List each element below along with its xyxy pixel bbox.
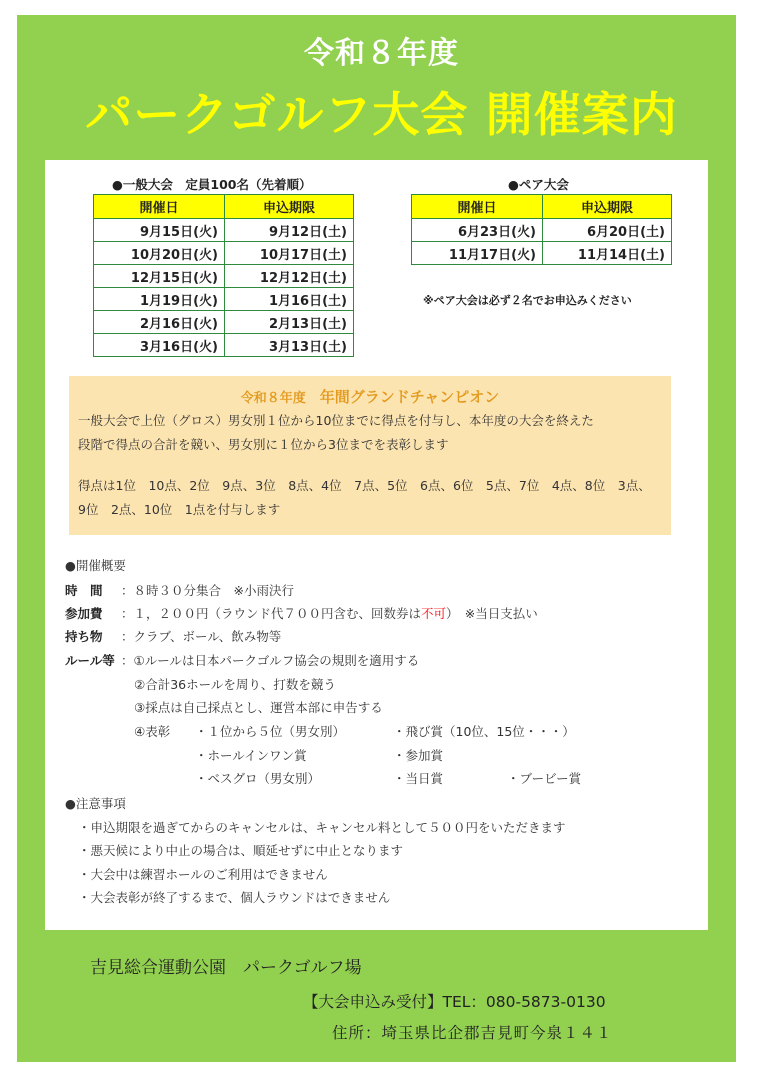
pair-note: ※ペア大会は必ず２名でお申込みください (423, 294, 632, 307)
fee-value: ：１，２００円（ラウンド代７００円含む、回数券は不可） ※当日支払い (121, 606, 538, 621)
champion-text: 段階で得点の合計を競い、男女別に１位から3位までを表彰します (78, 437, 449, 452)
deadline-date: 10月17日(土) (225, 242, 354, 265)
table-row (94, 242, 354, 265)
table-header-row (94, 195, 354, 219)
deadline-date: 12月12日(土) (225, 265, 354, 288)
column-header: 開催日 (412, 195, 543, 219)
rule-item: ③採点は自己採点とし、運営本部に申告する (134, 700, 383, 715)
column-header: 開催日 (94, 195, 225, 219)
contact-tel: 【大会申込み受付】TEL：080-5873-0130 (303, 993, 606, 1011)
column-header: 申込期限 (225, 195, 354, 219)
award-item: ・ブービー賞 (507, 771, 582, 786)
rule-item: ②合計36ホールを周り、打数を競う (134, 677, 336, 692)
note-item: ・大会表彰が終了するまで、個人ラウンドはできません (78, 890, 391, 905)
note-item: ・大会中は練習ホールのご利用はできません (78, 867, 328, 882)
champion-title-main: 年間グランドチャンピオン (319, 388, 500, 406)
deadline-date: 9月12日(土) (225, 219, 354, 242)
general-caption: ●一般大会 定員100名（先着順） (112, 177, 312, 192)
time-value: ：８時３０分集合 ※小雨決行 (121, 583, 294, 598)
items-label: 持ち物 (65, 629, 103, 644)
page-title: パークゴルフ大会 開催案内 (85, 88, 678, 143)
deadline-date: 11月14日(土) (543, 242, 672, 265)
event-date: 9月15日(火) (94, 219, 225, 242)
event-date: 11月17日(火) (412, 242, 543, 265)
items-value: ：クラブ、ボール、飲み物等 (121, 629, 282, 644)
deadline-date: 3月13日(土) (225, 334, 354, 357)
pair-caption: ●ペア大会 (508, 177, 569, 192)
deadline-date: 1月16日(土) (225, 288, 354, 311)
award-item: ・当日賞 (393, 771, 444, 786)
venue-name: 吉見総合運動公園 パークゴルフ場 (90, 958, 362, 978)
table-header-row (412, 195, 672, 219)
event-date: 1月19日(火) (94, 288, 225, 311)
award-item: ・ホールインワン賞 (195, 748, 307, 763)
champion-box (69, 376, 671, 535)
time-label: 時 間 (65, 583, 103, 598)
event-date: 6月23日(火) (412, 219, 543, 242)
event-date: 2月16日(火) (94, 311, 225, 334)
table-row (94, 265, 354, 288)
not-allowed-text: 不可 (421, 606, 447, 621)
award-item: ・１位から５位（男女別） (195, 724, 346, 739)
rules-label: ルール等 (65, 653, 115, 668)
table-row (94, 288, 354, 311)
rule-item: ④表彰 (134, 724, 171, 739)
event-date: 12月15日(火) (94, 265, 225, 288)
year-title: 令和８年度 (304, 36, 459, 71)
award-item: ・参加賞 (393, 748, 444, 763)
column-header: 申込期限 (543, 195, 672, 219)
notes-heading: ●注意事項 (65, 796, 126, 811)
deadline-date: 6月20日(土) (543, 219, 672, 242)
overview-heading: ●開催概要 (65, 558, 126, 573)
champion-title-prefix: 令和８年度 (240, 391, 306, 406)
points-text: 9位 2点、10位 1点を付与します (78, 502, 281, 517)
fee-label: 参加費 (65, 606, 103, 621)
table-row (94, 219, 354, 242)
note-item: ・悪天候により中止の場合は、順延せずに中止となります (78, 843, 404, 858)
note-item: ・申込期限を過ぎてからのキャンセルは、キャンセル料として５００円をいただきます (78, 820, 566, 835)
rule-item: ：①ルールは日本パークゴルフ協会の規則を適用する (121, 653, 420, 668)
table-row (412, 219, 672, 242)
champion-title (69, 386, 671, 407)
table-row (94, 311, 354, 334)
general-schedule-table (93, 194, 354, 357)
pair-schedule-table (411, 194, 672, 265)
award-item: ・飛び賞（10位、15位・・・） (393, 724, 575, 739)
champion-text: 一般大会で上位（グロス）男女別１位から10位までに得点を付与し、本年度の大会を終えた (78, 413, 594, 428)
event-date: 3月16日(火) (94, 334, 225, 357)
deadline-date: 2月13日(土) (225, 311, 354, 334)
award-item: ・ベスグロ（男女別） (195, 771, 321, 786)
venue-address: 住所：埼玉県比企郡吉見町今泉１４１ (332, 1024, 613, 1042)
points-text: 得点は1位 10点、2位 9点、3位 8点、4位 7点、5位 6点、6位 5点、7位 4点、8位 3点、 (78, 478, 651, 493)
table-row (412, 242, 672, 265)
event-date: 10月20日(火) (94, 242, 225, 265)
table-row (94, 334, 354, 357)
